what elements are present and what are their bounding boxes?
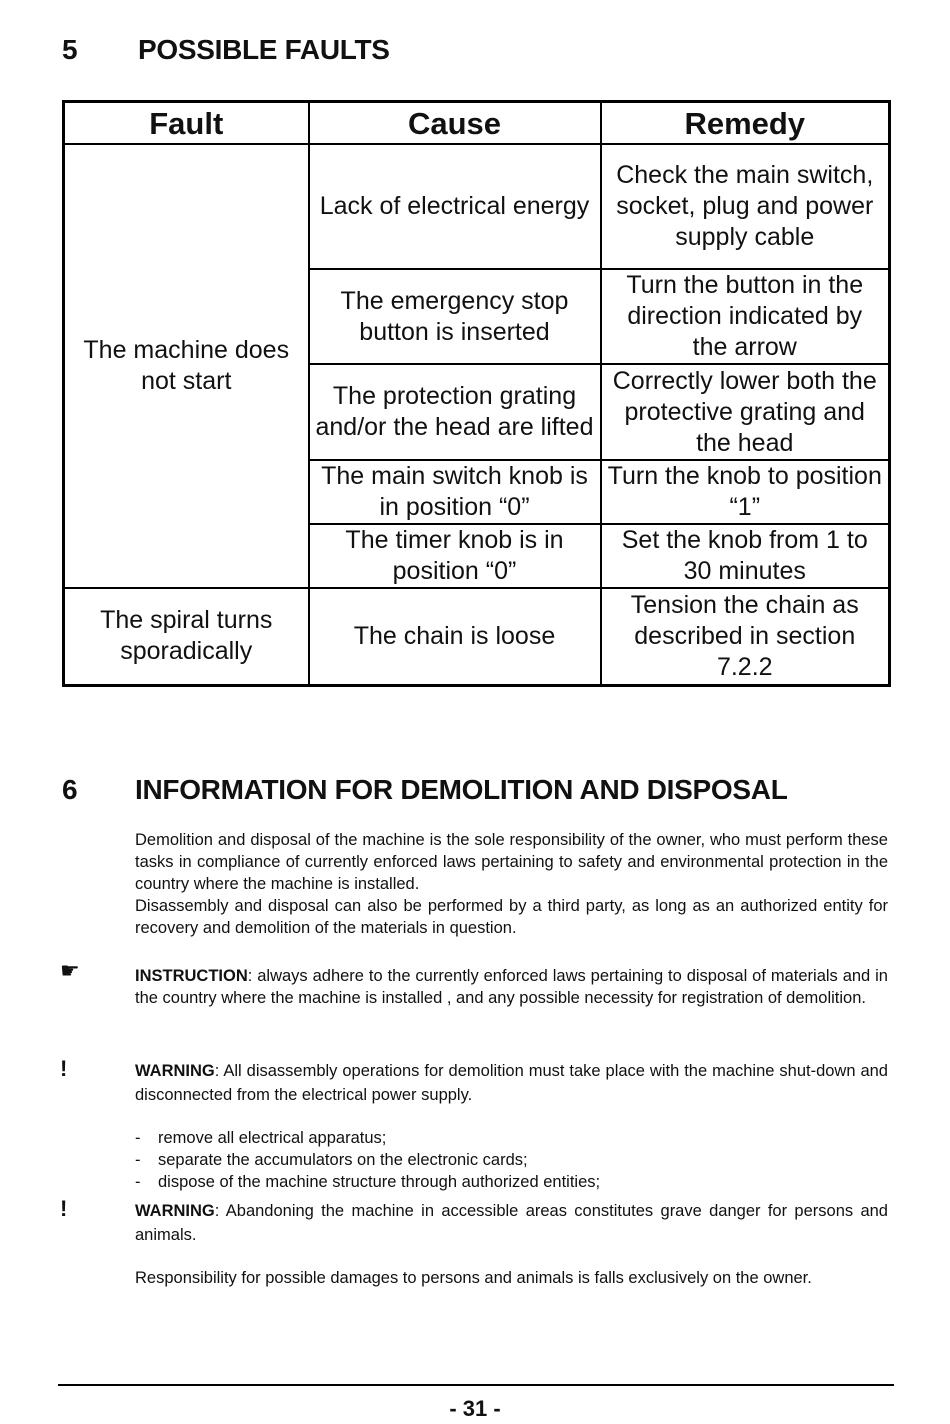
remedy-cell: Turn the button in the direction indicated by the arrow	[601, 269, 890, 364]
intro-paragraph-2: Disassembly and disposal can also be performed by a third party, as long as an authorized entity for recovery and demolition of the materials in question.	[135, 897, 888, 937]
table-header-row	[64, 102, 890, 145]
list-item	[135, 1171, 600, 1193]
page-number: - 31 -	[449, 1396, 501, 1421]
cause-cell: The chain is loose	[309, 588, 601, 685]
remedy-cell: Tension the chain as described in section 7.2.2	[601, 588, 890, 685]
header-cause: Cause	[309, 102, 601, 145]
pointing-hand-icon: ☛	[60, 958, 80, 983]
warning-icon: !	[60, 1196, 68, 1221]
warning-text: : All disassembly operations for demolition must take place with the machine shut-down and disconnected from the electrical power supply.	[135, 1062, 888, 1104]
cause-cell: The emergency stop button is inserted	[309, 269, 601, 364]
list-item	[135, 1127, 600, 1149]
remedy-cell: Turn the knob to position “1”	[601, 460, 890, 524]
warning-note-2	[135, 1199, 888, 1247]
cause-cell: The protection grating and/or the head are lifted	[309, 364, 601, 460]
remedy-cell: Set the knob from 1 to 30 minutes	[601, 524, 890, 588]
section-5-title: POSSIBLE FAULTS	[138, 34, 390, 65]
header-remedy: Remedy	[601, 102, 890, 145]
list-dash: -	[135, 1151, 141, 1169]
fault-cell: The machine does not start	[64, 144, 309, 588]
list-dash: -	[135, 1173, 141, 1191]
cause-cell: Lack of electrical energy	[309, 144, 601, 269]
list-item	[135, 1149, 600, 1171]
warning-note-1	[135, 1059, 888, 1107]
section-6-number: 6	[62, 774, 78, 805]
section-5-number: 5	[62, 34, 78, 65]
section-6-title: INFORMATION FOR DEMOLITION AND DISPOSAL	[135, 774, 788, 805]
list-dash: -	[135, 1129, 141, 1147]
header-fault: Fault	[64, 102, 309, 145]
table-row	[64, 144, 890, 269]
list-item-text: dispose of the machine structure through authorized entities;	[158, 1173, 601, 1191]
instruction-label: INSTRUCTION	[135, 967, 248, 985]
faults-table	[62, 100, 891, 687]
cause-cell: The main switch knob is in position “0”	[309, 460, 601, 524]
warning-text: : Abandoning the machine in accessible areas constitutes grave danger for persons and animals.	[135, 1202, 888, 1244]
remedy-cell: Correctly lower both the protective grating and the head	[601, 364, 890, 460]
fault-cell: The spiral turns sporadically	[64, 588, 309, 685]
footer-divider	[58, 1384, 894, 1386]
intro-paragraph: Demolition and disposal of the machine is the sole responsibility of the owner, who must perform these tasks in compliance of currently enforced laws pertaining to safety and environmental protection in the country where the machine is installed.	[135, 831, 888, 893]
remedy-cell: Check the main switch, socket, plug and power supply cable	[601, 144, 890, 269]
warning-label: WARNING	[135, 1202, 215, 1220]
responsibility-paragraph: Responsibility for possible damages to persons and animals is falls exclusively on the owner.	[135, 1269, 812, 1287]
instruction-text: : always adhere to the currently enforced laws pertaining to disposal of materials and in the country where the machine is installed , and any possible necessity for registration of demolition.	[135, 967, 888, 1007]
list-item-text: remove all electrical apparatus;	[158, 1129, 387, 1147]
warning-icon: !	[60, 1056, 68, 1081]
warning-label: WARNING	[135, 1062, 215, 1080]
list-item-text: separate the accumulators on the electronic cards;	[158, 1151, 528, 1169]
instruction-note	[135, 965, 888, 1009]
cause-cell: The timer knob is in position “0”	[309, 524, 601, 588]
disposal-steps-list	[135, 1127, 600, 1193]
table-row	[64, 588, 890, 685]
